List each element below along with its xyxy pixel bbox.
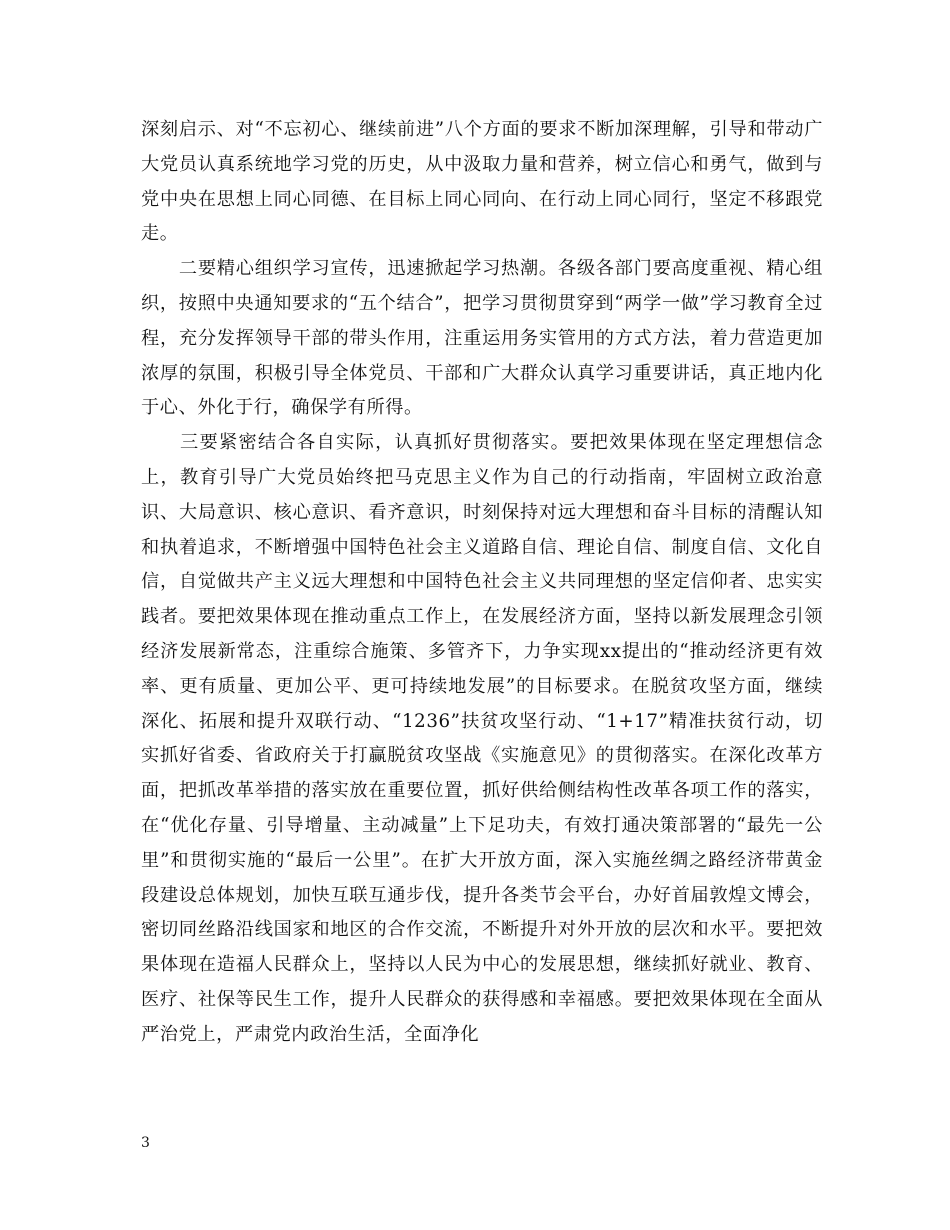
paragraph-publicity: 二要精心组织学习宣传，迅速掀起学习热潮。各级各部门要高度重视、精心组织，按照中央通知要求的“五个结合”，把学习贯彻贯穿到“两学一做”学习教育全过程，充分发挥领导干部的带头作用，注重运用务实管用的方式方法，着力营造更加浓厚的氛围，积极引导全体党员、干部和广大群众认真学习重要讲话，真正地内化于心、外化于行，确保学有所得。 (141, 258, 823, 419)
paragraph-implementation: 三要紧密结合各自实际，认真抓好贯彻落实。要把效果体现在坚定理想信念上，教育引导广大党员始终把马克思主义作为自己的行动指南，牢固树立政治意识、大局意识、核心意识、看齐意识，时刻保持对远大理想和奋斗目标的清醒认知和执着追求，不断增强中国特色社会主义道路自信、理论自信、制度自信、文化自信，自觉做共产主义远大理想和中国特色社会主义共同理想的坚定信仰者、忠实实践者。要把效果体现在推动重点工作上，在发展经济方面，坚持以新发展理念引领经济发展新常态，注重综合施策、多管齐下，力争实现xx提出的“推动经济更有效率、更有质量、更加公平、更可持续地发展”的目标要求。在脱贫攻坚方面，继续深化、拓展和提升双联行动、“1236”扶贫攻坚行动、“1+17”精准扶贫行动，切实抓好省委、省政府关于打赢脱贫攻坚战《实施意见》的贯彻落实。在深化改革方面，把抓改革举措的落实放在重要位置，抓好供给侧结构性改革各项工作的落实，在“优化存量、引导增量、主动减量”上下足功夫，有效打通决策部署的“最先一公里”和贯彻实施的“最后一公里”。在扩大开放方面，深入实施丝绸之路经济带黄金段建设总体规划，加快互联互通步伐，提升各类节会平台，办好首届敦煌文博会，密切同丝路沿线国家和地区的合作交流，不断提升对外开放的层次和水平。要把效果体现在造福人民群众上，坚持以人民为中心的发展思想，继续抓好就业、教育、医疗、社保等民生工作，提升人民群众的获得感和幸福感。要把效果体现在全面从严治党上，严肃党内政治生活，全面净化 (141, 432, 823, 1045)
body-text (141, 113, 823, 1053)
page-number: 3 (141, 1135, 150, 1151)
paragraph-continuation: 深刻启示、对“不忘初心、继续前进”八个方面的要求不断加深理解，引导和带动广大党员认真系统地学习党的历史，从中汲取力量和营养，树立信心和勇气，做到与党中央在思想上同心同德、在目标上同心同向、在行动上同心同行，坚定不移跟党走。 (141, 119, 823, 245)
